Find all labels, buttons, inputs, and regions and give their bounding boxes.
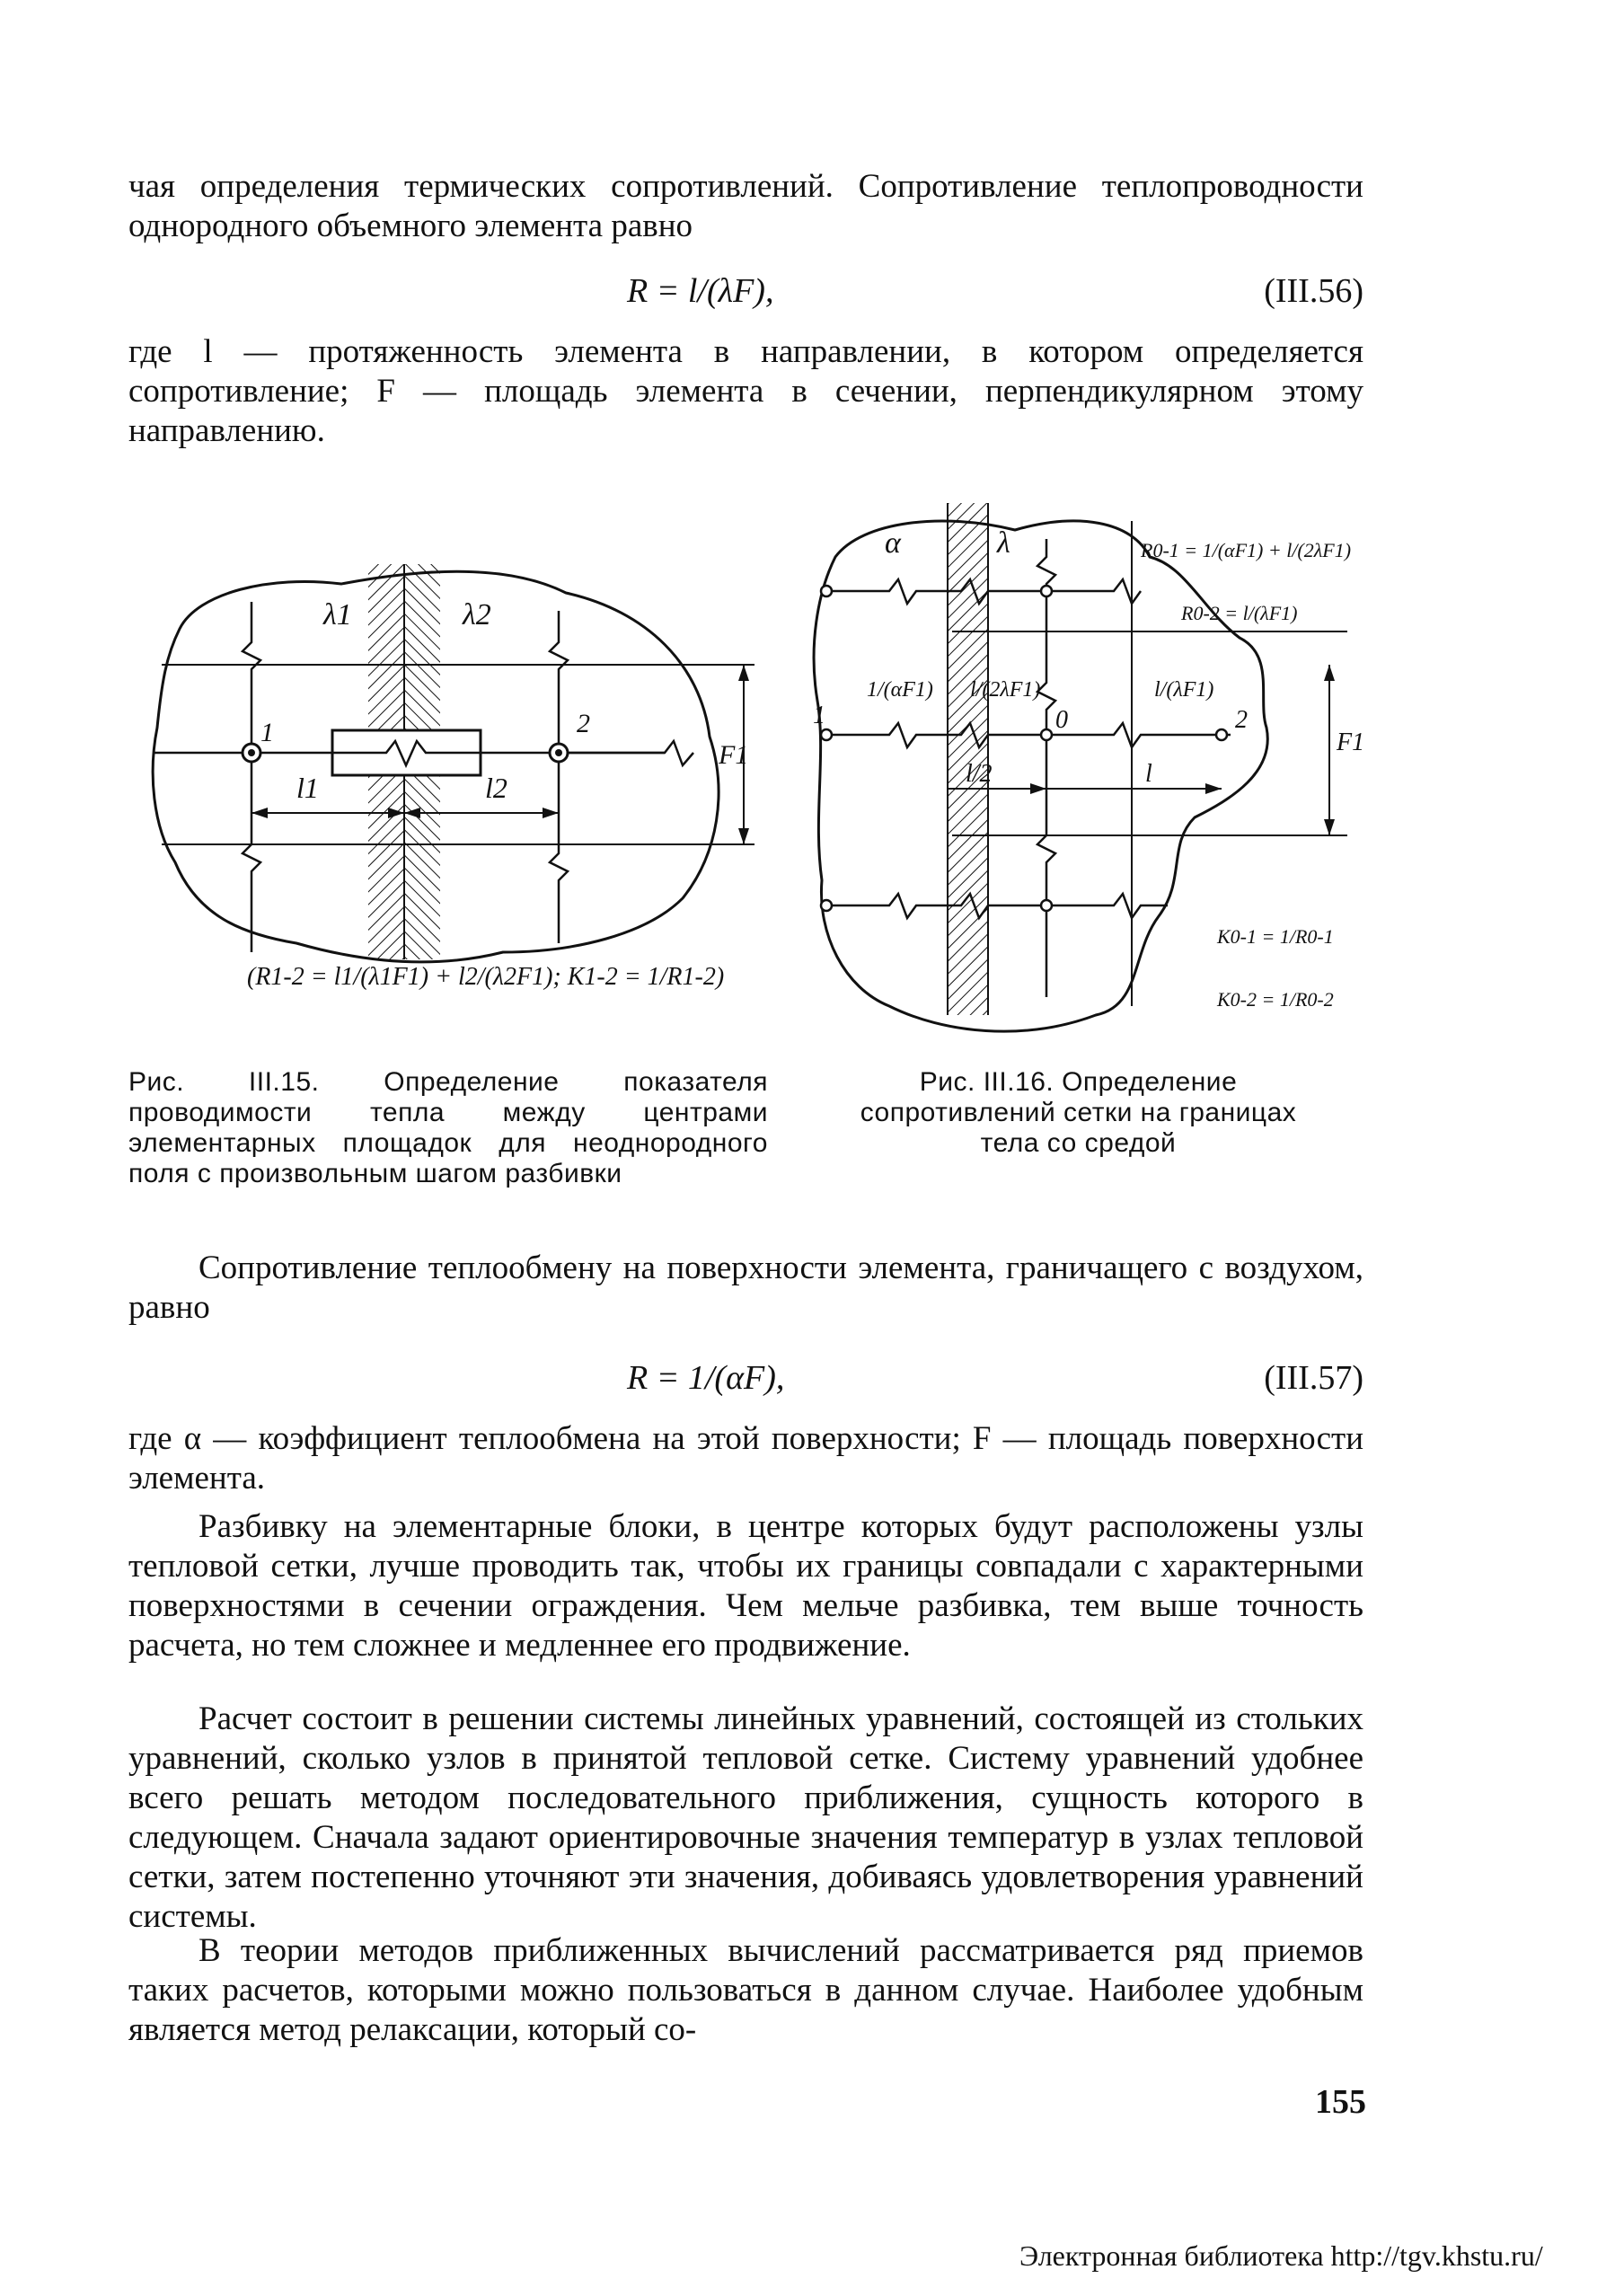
paragraph-intro: чая определения термических сопротивлений. Сопротивление теплопроводности однородного объемного элемента равно xyxy=(128,168,1363,244)
node-column xyxy=(1037,539,1055,997)
formula-R02: R0-2 = l/(λF1) xyxy=(1181,602,1298,624)
figure-III-15 xyxy=(144,557,749,1042)
resistor-right-vertical xyxy=(550,611,568,943)
paragraph-calculation: Расчет состоит в решении системы линейных уравнений, состоящей из стольких уравнений, сколько узлов в принятой тепловой сетке. Систему уравнений удобнее всего решать методом последовательного приближения, сущность которого в следующем. Сначала задают ориентировочные значения температур в узлах тепловой сетки, затем постепенно уточняют эти значения, добиваясь удовлетворения уравнений системы. xyxy=(128,1700,1363,1935)
figure-III-15-formula: (R1-2 = l1/(λ1F1) + l2/(λ2F1); K1-2 = 1/R1-2) xyxy=(247,963,725,991)
label-lambda: λ xyxy=(997,526,1010,560)
body-outline xyxy=(814,521,1267,1031)
paragraph-partitioning: Разбивку на элементарные блоки, в центре которых будут расположены узлы тепловой сетки, лучше проводить так, чтобы их границы совпадали с характерными поверхностями в сечении ограждения. Чем мельче разбивка, тем выше точность расчета, но тем сложнее и медленнее его продвижение. xyxy=(128,1508,1363,1664)
node-2 xyxy=(1216,729,1227,740)
resistor-left-vertical xyxy=(243,602,260,952)
label-l2: l2 xyxy=(485,772,507,804)
paragraph-alpha-definition: где α — коэффициент теплообмена на этой поверхности; F — площадь поверхности элемента. xyxy=(128,1420,1363,1497)
page-number: 155 xyxy=(1315,2083,1366,2121)
label-half-l: l/2 xyxy=(966,760,993,788)
label-res-mid: l/(2λF1) xyxy=(970,678,1041,702)
label-node-2: 2 xyxy=(577,709,590,738)
paragraph-relaxation: В теории методов приближенных вычислений рассматривается ряд приемов таких расчетов, которыми можно пользоваться в данном случае. Наиболее удобным является метод релаксации, который со- xyxy=(128,1932,1363,2048)
label-res-right: l/(λF1) xyxy=(1154,678,1214,702)
label-node-1: 1 xyxy=(813,702,825,729)
equation-III-56 xyxy=(128,271,1363,316)
figure-III-16-caption: Рис. III.16. Определение сопротивлений сетки на границах тела со средой xyxy=(860,1067,1297,1158)
equation-formula: R = 1/(αF), xyxy=(627,1359,785,1397)
label-lambda1: λ1 xyxy=(323,598,352,631)
label-lambda2: λ2 xyxy=(463,598,491,631)
label-alpha: α xyxy=(885,526,901,560)
equation-number: (III.56) xyxy=(1264,272,1363,310)
figure-III-16 xyxy=(808,503,1365,1042)
label-F1: F1 xyxy=(719,740,749,770)
footer-library-credit: Электронная библиотека http://tgv.khstu.ru/ xyxy=(1019,2239,1543,2272)
node-0 xyxy=(1041,729,1052,740)
equation-III-57 xyxy=(128,1358,1363,1403)
paragraph-surface-resistance: Сопротивление теплообмену на поверхности элемента, граничащего с воздухом, равно xyxy=(128,1250,1363,1326)
wall-hatch xyxy=(948,503,988,1015)
equation-formula: R = l/(λF), xyxy=(627,272,774,310)
paragraph-definitions: где l — протяженность элемента в направлении, в котором определяется сопротивление; F — площадь элемента в сечении, перпендикулярном этому направлению. xyxy=(128,333,1363,449)
equation-number: (III.57) xyxy=(1264,1359,1363,1397)
node-1 xyxy=(821,729,832,740)
figure-III-16-drawing xyxy=(808,503,1365,1042)
formula-K02: K0-2 = 1/R0-2 xyxy=(1217,988,1334,1011)
figure-III-15-caption: Рис. III.15. Определение показателя проводимости тепла между центрами элементарных площадок для неоднородного поля с произвольным шагом разбивки xyxy=(128,1067,768,1188)
formula-K01: K0-1 = 1/R0-1 xyxy=(1217,925,1334,948)
resistor-right-end xyxy=(559,741,693,765)
label-res-left: 1/(αF1) xyxy=(867,678,933,702)
label-l: l xyxy=(1145,760,1152,788)
label-F1: F1 xyxy=(1337,729,1365,756)
label-node-2: 2 xyxy=(1235,706,1248,734)
label-node-0: 0 xyxy=(1055,706,1068,734)
formula-R01: R0-1 = 1/(αF1) + l/(2λF1) xyxy=(1141,539,1352,561)
label-l1: l1 xyxy=(296,772,319,804)
label-node-1: 1 xyxy=(260,718,274,747)
